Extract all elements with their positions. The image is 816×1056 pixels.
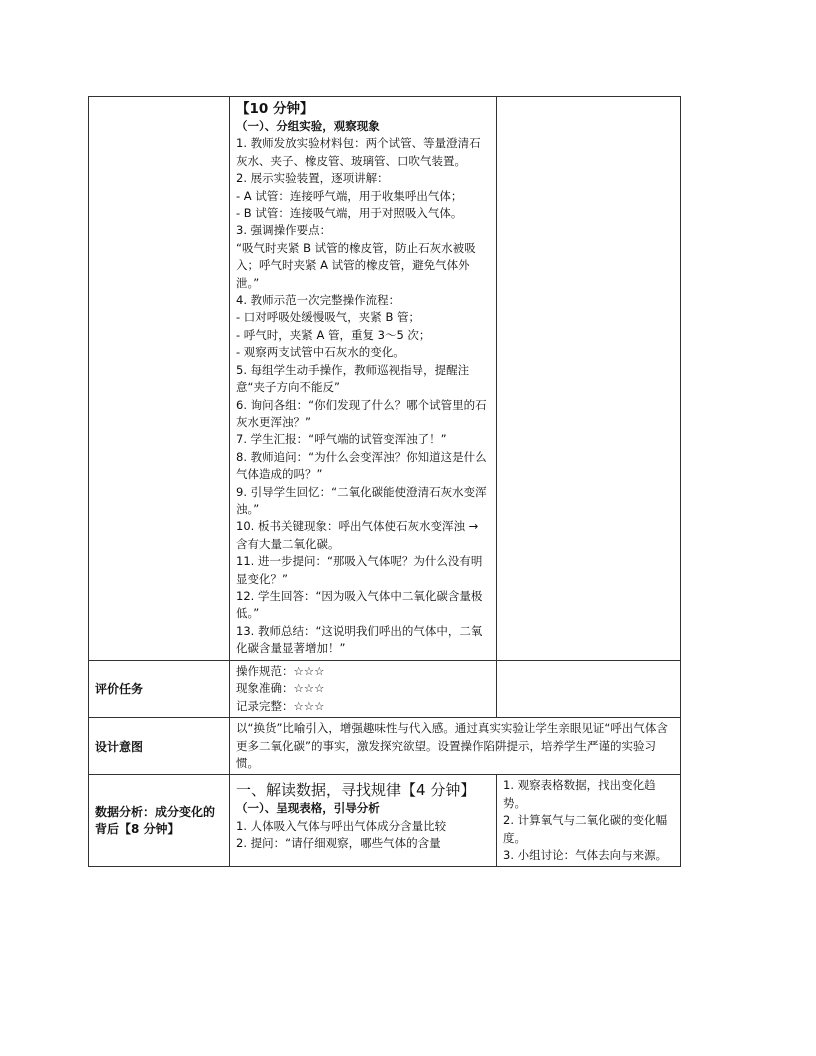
evaluation-label: 评价任务 [89, 660, 230, 718]
step-item: 6. 询问各组：“你们发现了什么？哪个试管里的石灰水更浑浊？” [236, 397, 487, 429]
analysis-row [89, 775, 681, 867]
step-item: 4. 教师示范一次完整操作流程： [236, 293, 401, 308]
design-intent-text: 以“换货”比喻引入，增强趣味性与代入感。通过真实实验让学生亲眼见证“呼出气体含更多二氧化碳”的事实，激发探究欲望。设置操作陷阱提示，培养学生严谨的实验习惯。 [236, 721, 668, 770]
section-time-title: 【10 分钟】 [236, 101, 314, 117]
evaluation-item: 现象准确：☆☆☆ [236, 681, 325, 696]
step-item: 7. 学生汇报：“呼气端的试管变浑浊了！” [236, 432, 447, 447]
design-label: 设计意图 [89, 718, 230, 775]
step-item: 2. 展示实验装置，逐项讲解： [236, 171, 389, 186]
step-item: 5. 每组学生动手操作，教师巡视指导，提醒注意“夹子方向不能反” [236, 362, 470, 395]
analysis-label: 数据分析：成分变化的背后【8 分钟】 [89, 775, 230, 867]
student-activity-item: 3. 小组讨论：气体去向与来源。 [503, 847, 668, 862]
step-item: - A 试管：连接呼气端，用于收集呼出气体； [236, 188, 463, 203]
experiment-label-cell [89, 97, 230, 661]
step-item: - 观察两支试管中石灰水的变化。 [236, 345, 405, 360]
student-activity-item: 1. 观察表格数据，找出变化趋势。 [503, 778, 656, 810]
analysis-step: 2. 提问：“请仔细观察，哪些气体的含量 [236, 836, 441, 851]
evaluation-item: 操作规范：☆☆☆ [236, 663, 325, 678]
step-item: 10. 板书关键现象：呼出气体使石灰水变浑浊 → 含有大量二氧化碳。 [236, 519, 479, 551]
analysis-step: 1. 人体吸入气体与呼出气体成分含量比较 [236, 818, 447, 833]
step-item: 11. 进一步提问：“那吸入气体呢？为什么没有明显变化？” [236, 554, 483, 586]
evaluation-notes-cell [497, 660, 681, 718]
step-item: - 呼气时，夹紧 A 管，重复 3～5 次； [236, 327, 431, 342]
analysis-subtitle: （一）、呈现表格，引导分析 [236, 801, 380, 816]
step-item: - 口对呼吸处缓慢吸气，夹紧 B 管； [236, 310, 421, 325]
experiment-notes-cell [497, 97, 681, 661]
step-item: 3. 强调操作要点： [236, 223, 332, 238]
step-item: “吸气时夹紧 B 试管的橡皮管，防止石灰水被吸入；呼气时夹紧 A 试管的橡皮管，避免气体外泄。” [236, 240, 476, 290]
step-item: - B 试管：连接吸气端，用于对照吸入气体。 [236, 206, 463, 221]
design-intent-cell [230, 718, 681, 775]
experiment-row [89, 97, 681, 661]
step-item: 13. 教师总结：“这说明我们呼出的气体中，二氧化碳含量显著增加！” [236, 623, 483, 656]
evaluation-row [89, 660, 681, 718]
step-item: 1. 教师发放实验材料包：两个试管、等量澄清石灰水、夹子、橡皮管、玻璃管、口吹气装置。 [236, 136, 481, 168]
experiment-content-cell [230, 97, 497, 661]
step-item: 9. 引导学生回忆：“二氧化碳能使澄清石灰水变浑浊。” [236, 484, 487, 516]
student-activity-cell [497, 775, 681, 867]
evaluation-item: 记录完整：☆☆☆ [236, 698, 325, 713]
analysis-title: 一、解读数据，寻找规律【4 分钟】 [236, 781, 476, 800]
student-activity-item: 2. 计算氧气与二氧化碳的变化幅度。 [503, 813, 668, 845]
section-subtitle: （一）、分组实验，观察现象 [236, 119, 380, 133]
step-item: 8. 教师追问：“为什么会变浑浊？你知道这是什么气体造成的吗？” [236, 449, 487, 482]
evaluation-content-cell [230, 660, 497, 718]
analysis-content-cell [230, 775, 497, 867]
step-item: 12. 学生回答：“因为吸入气体中二氧化碳含量极低。” [236, 588, 483, 621]
design-row [89, 718, 681, 775]
lesson-plan-table [88, 96, 681, 867]
